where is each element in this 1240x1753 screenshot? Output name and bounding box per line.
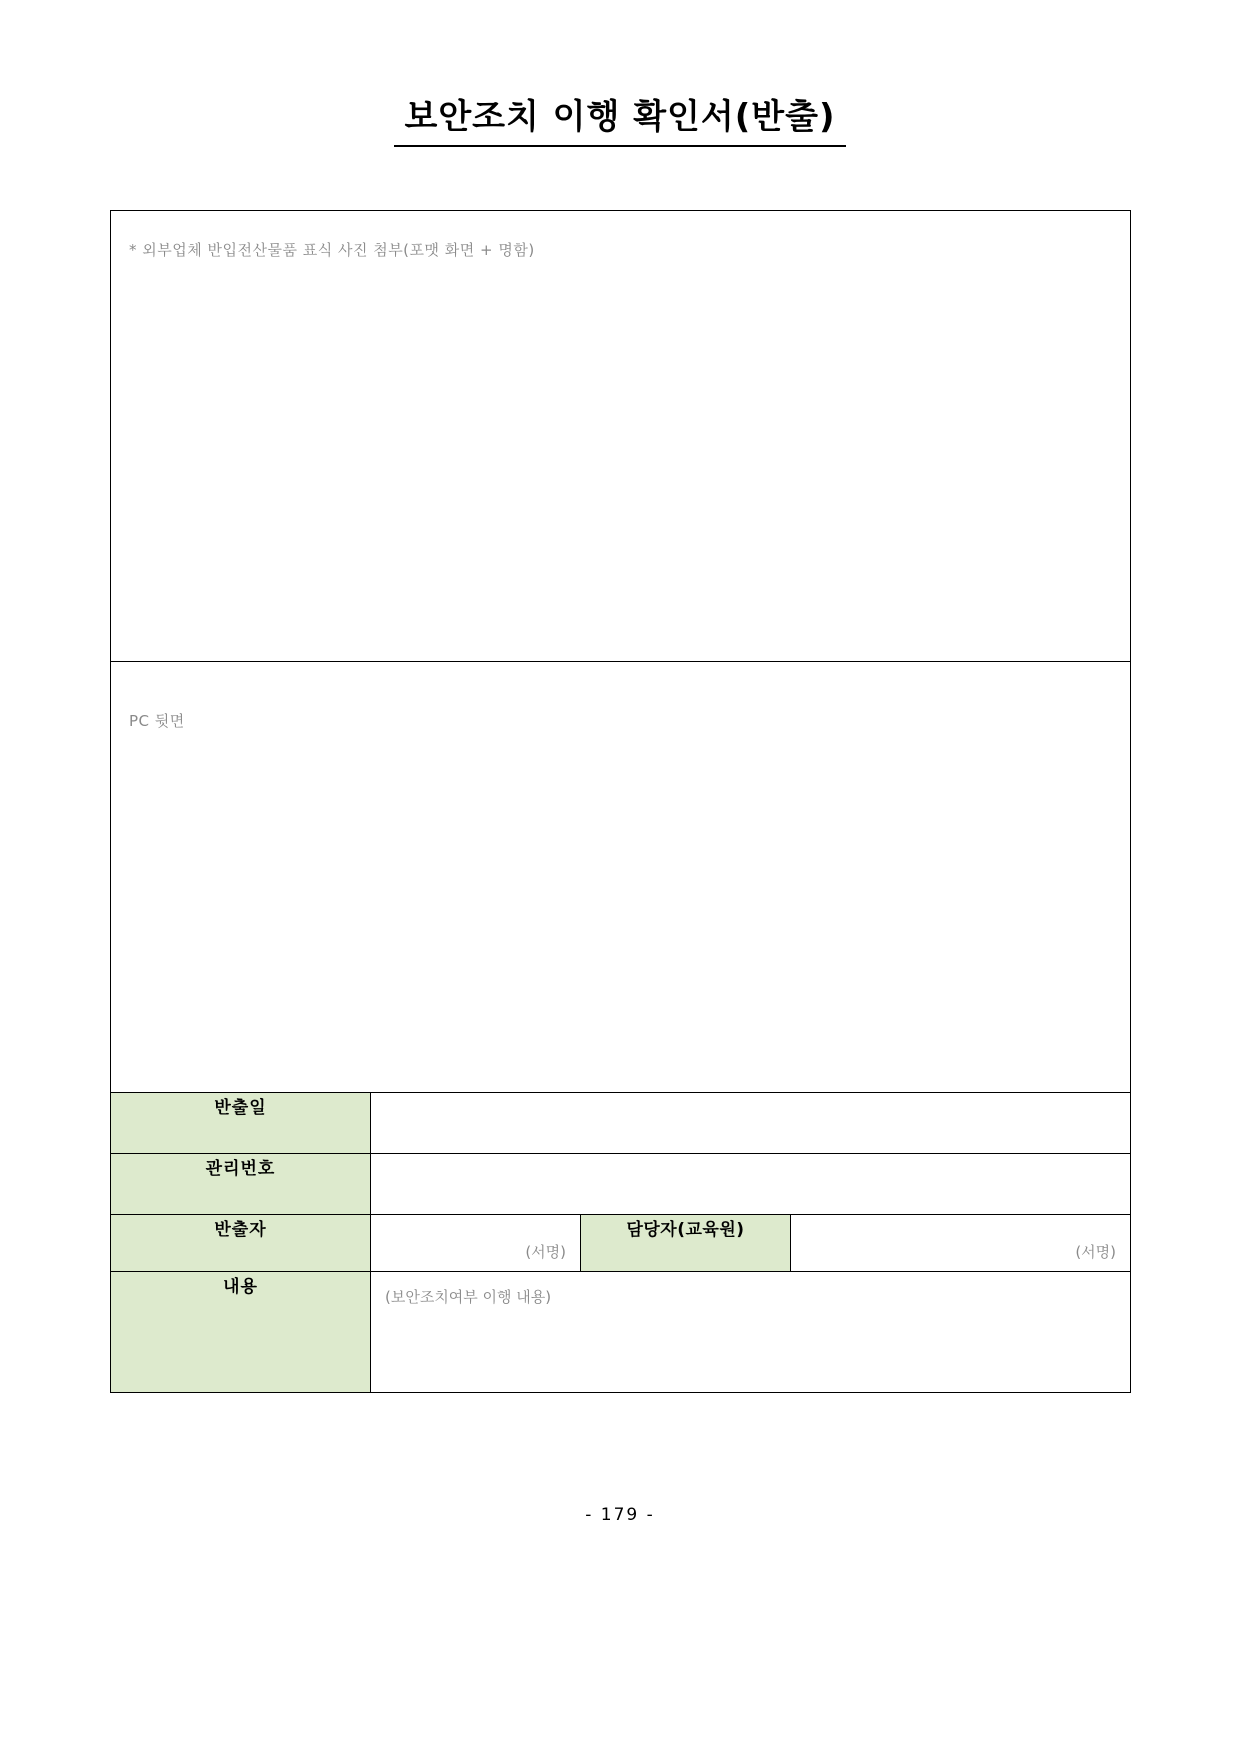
photo-note-front: * 외부업체 반입전산물품 표식 사진 첨부(포맷 화면 + 명함)	[129, 241, 535, 259]
table-row-export-date	[111, 1093, 1131, 1154]
label-manager: 담당자(교육원)	[581, 1215, 791, 1272]
label-exporter: 반출자	[111, 1215, 371, 1272]
signature-hint-exporter: (서명)	[525, 1243, 566, 1261]
photo-row-front	[111, 211, 1131, 662]
label-management-number: 관리번호	[111, 1154, 371, 1215]
table-row-signatures	[111, 1215, 1131, 1272]
photo-note-back: PC 뒷면	[129, 712, 185, 730]
value-content[interactable]	[371, 1272, 1131, 1393]
photo-attachment-area-back[interactable]	[111, 662, 1131, 1093]
page-number: - 179 -	[585, 1505, 655, 1525]
signature-field-exporter[interactable]	[371, 1215, 581, 1272]
content-placeholder: (보안조치여부 이행 내용)	[385, 1288, 552, 1306]
signature-hint-manager: (서명)	[1075, 1243, 1117, 1261]
table-row-content	[111, 1272, 1131, 1393]
page-title: 보안조치 이행 확인서(반출)	[394, 96, 845, 147]
security-measure-form-table	[110, 210, 1131, 1393]
photo-attachment-area-front[interactable]	[111, 211, 1131, 662]
value-management-number[interactable]	[371, 1154, 1131, 1215]
title-container	[0, 0, 1240, 147]
photo-row-back	[111, 662, 1131, 1093]
label-content: 내용	[111, 1272, 371, 1393]
signature-field-manager[interactable]	[791, 1215, 1131, 1272]
table-row-management-number	[111, 1154, 1131, 1215]
value-export-date[interactable]	[371, 1093, 1131, 1154]
label-export-date: 반출일	[111, 1093, 371, 1154]
